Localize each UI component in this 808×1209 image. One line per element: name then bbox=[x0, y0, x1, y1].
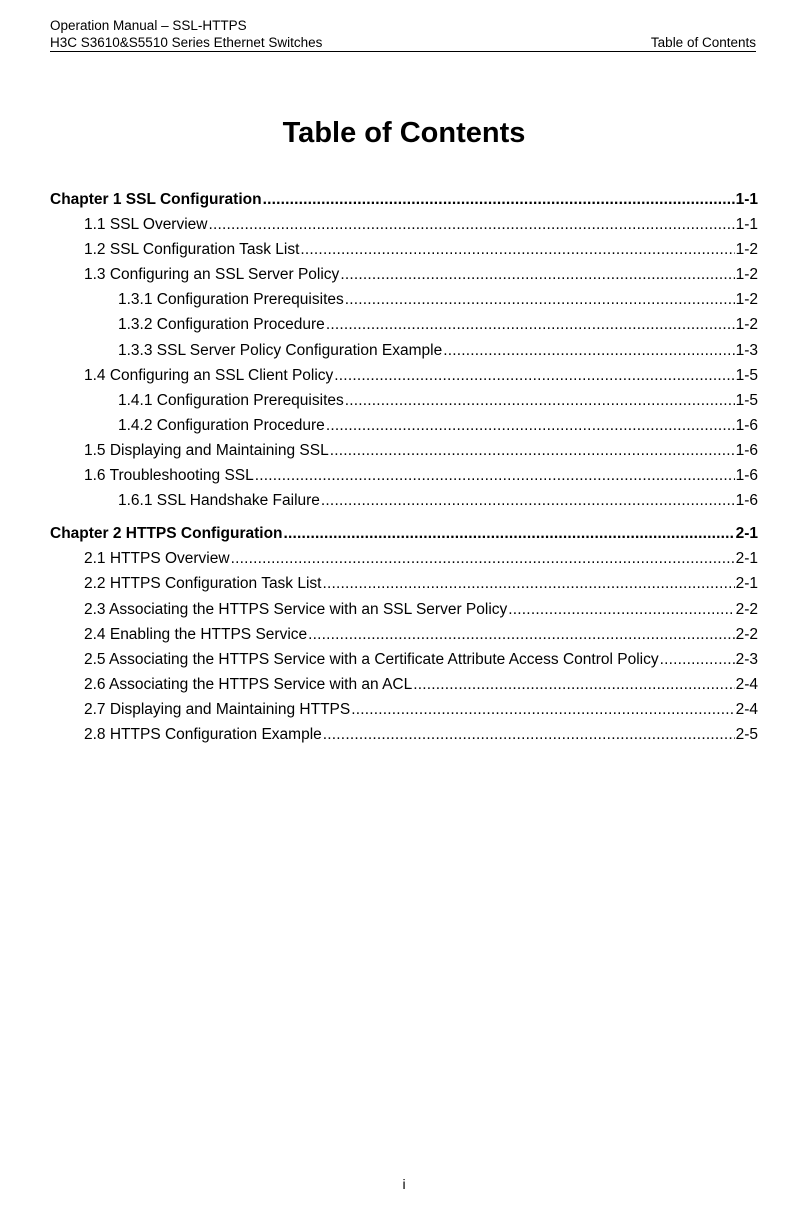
toc-section-2-1[interactable] bbox=[50, 546, 758, 571]
toc-leader-dots bbox=[345, 388, 735, 413]
toc-entry-label: 2.8 HTTPS Configuration Example bbox=[84, 725, 322, 743]
toc-subsection-1-3-3[interactable] bbox=[50, 338, 758, 363]
toc-leader-dots bbox=[660, 647, 735, 672]
toc-page-number: 2-5 bbox=[735, 725, 758, 743]
toc-leader-dots bbox=[351, 697, 734, 722]
toc-entry-label: Chapter 1 SSL Configuration bbox=[50, 191, 262, 208]
toc-page-number: 2-4 bbox=[735, 675, 758, 693]
toc-page-number: 2-1 bbox=[735, 575, 758, 593]
toc-page-number: 1-2 bbox=[735, 266, 758, 284]
toc-section-2-6[interactable] bbox=[50, 672, 758, 697]
toc-leader-dots bbox=[300, 237, 734, 262]
toc-leader-dots bbox=[330, 438, 735, 463]
toc-entry-label: 1.5 Displaying and Maintaining SSL bbox=[84, 441, 329, 459]
toc-section-2-2[interactable] bbox=[50, 571, 758, 596]
toc-chapter-1[interactable] bbox=[50, 187, 758, 212]
page-title: Table of Contents bbox=[282, 117, 526, 149]
header-divider bbox=[50, 51, 756, 52]
toc-subsection-1-4-1[interactable] bbox=[50, 388, 758, 413]
toc-entry-label: 2.1 HTTPS Overview bbox=[84, 550, 230, 568]
toc-page-number: 2-1 bbox=[735, 525, 758, 543]
toc-leader-dots bbox=[326, 413, 735, 438]
toc-entry-label: 1.3 Configuring an SSL Server Policy bbox=[84, 266, 340, 284]
toc-leader-dots bbox=[323, 722, 735, 747]
toc-leader-dots bbox=[255, 463, 735, 488]
toc-leader-dots bbox=[321, 488, 735, 513]
toc-leader-dots bbox=[508, 597, 734, 622]
toc-section-2-5[interactable] bbox=[50, 647, 758, 672]
toc-page-number: 1-5 bbox=[735, 366, 758, 384]
toc-entry-label: 2.5 Associating the HTTPS Service with a Certificate Attribute Access Control Policy bbox=[84, 650, 659, 668]
toc-entry-label: 2.3 Associating the HTTPS Service with an SSL Server Policy bbox=[84, 600, 508, 618]
toc-page-number: 2-3 bbox=[735, 650, 758, 668]
toc-entry-label: Chapter 2 HTTPS Configuration bbox=[50, 525, 283, 543]
toc-entry-label: 1.6 Troubleshooting SSL bbox=[84, 467, 254, 485]
toc-page-number: 1-6 bbox=[735, 492, 758, 510]
toc-subsection-1-3-2[interactable] bbox=[50, 312, 758, 337]
toc-page-number: 2-1 bbox=[735, 550, 758, 568]
toc-entry-label: 1.3.1 Configuration Prerequisites bbox=[118, 291, 344, 309]
toc-entry-label: 1.4.2 Configuration Procedure bbox=[118, 416, 325, 434]
toc-leader-dots bbox=[345, 287, 735, 312]
toc-leader-dots bbox=[208, 212, 734, 237]
toc-leader-dots bbox=[340, 262, 734, 287]
toc-entry-label: 2.2 HTTPS Configuration Task List bbox=[84, 575, 322, 593]
toc-page-number: 1-6 bbox=[735, 441, 758, 459]
toc-section-2-8[interactable] bbox=[50, 722, 758, 747]
toc-subsection-1-3-1[interactable] bbox=[50, 287, 758, 312]
header-manual-title: Operation Manual – SSL-HTTPS bbox=[50, 18, 247, 33]
toc-section-1-5[interactable] bbox=[50, 438, 758, 463]
toc-leader-dots bbox=[413, 672, 734, 697]
toc-entry-label: 2.6 Associating the HTTPS Service with an ACL bbox=[84, 675, 413, 693]
toc-entry-label: 1.2 SSL Configuration Task List bbox=[84, 241, 300, 259]
header-product-name: H3C S3610&S5510 Series Ethernet Switches bbox=[50, 35, 323, 50]
toc-leader-dots bbox=[284, 521, 735, 546]
page-number-footer: i bbox=[402, 1176, 406, 1192]
toc-leader-dots bbox=[263, 187, 735, 212]
toc-page-number: 1-5 bbox=[735, 391, 758, 409]
toc-page-number: 1-2 bbox=[735, 241, 758, 259]
toc-leader-dots bbox=[308, 622, 734, 647]
toc-subsection-1-4-2[interactable] bbox=[50, 413, 758, 438]
toc-entry-label: 1.1 SSL Overview bbox=[84, 216, 208, 234]
toc-page-number: 1-6 bbox=[735, 467, 758, 485]
toc-entry-label: 1.3.3 SSL Server Policy Configuration Example bbox=[118, 341, 443, 359]
toc-entry-label: 1.3.2 Configuration Procedure bbox=[118, 316, 325, 334]
toc-section-2-7[interactable] bbox=[50, 697, 758, 722]
toc-subsection-1-6-1[interactable] bbox=[50, 488, 758, 513]
toc-page-number: 1-1 bbox=[735, 191, 758, 208]
toc-section-2-4[interactable] bbox=[50, 622, 758, 647]
toc-leader-dots bbox=[334, 363, 734, 388]
toc-page-number: 1-2 bbox=[735, 316, 758, 334]
toc-leader-dots bbox=[231, 546, 735, 571]
toc-section-1-3[interactable] bbox=[50, 262, 758, 287]
toc-entry-label: 2.4 Enabling the HTTPS Service bbox=[84, 625, 308, 643]
toc-entry-label: 1.6.1 SSL Handshake Failure bbox=[118, 492, 320, 510]
toc-section-1-2[interactable] bbox=[50, 237, 758, 262]
table-of-contents bbox=[50, 187, 758, 747]
toc-entry-label: 2.7 Displaying and Maintaining HTTPS bbox=[84, 700, 351, 718]
toc-section-1-1[interactable] bbox=[50, 212, 758, 237]
toc-leader-dots bbox=[323, 571, 735, 596]
toc-section-1-6[interactable] bbox=[50, 463, 758, 488]
header-row bbox=[50, 34, 756, 51]
toc-page-number: 2-4 bbox=[735, 700, 758, 718]
toc-entry-label: 1.4.1 Configuration Prerequisites bbox=[118, 391, 344, 409]
toc-section-1-4[interactable] bbox=[50, 363, 758, 388]
toc-leader-dots bbox=[326, 312, 735, 337]
toc-leader-dots bbox=[443, 338, 734, 363]
toc-chapter-2[interactable] bbox=[50, 521, 758, 546]
toc-section-2-3[interactable] bbox=[50, 597, 758, 622]
toc-page-number: 2-2 bbox=[735, 625, 758, 643]
toc-page-number: 1-1 bbox=[735, 216, 758, 234]
toc-page-number: 2-2 bbox=[735, 600, 758, 618]
running-header bbox=[50, 17, 756, 51]
toc-page-number: 1-3 bbox=[735, 341, 758, 359]
toc-page-number: 1-6 bbox=[735, 416, 758, 434]
toc-page-number: 1-2 bbox=[735, 291, 758, 309]
header-section-name: Table of Contents bbox=[650, 35, 756, 50]
toc-entry-label: 1.4 Configuring an SSL Client Policy bbox=[84, 366, 334, 384]
